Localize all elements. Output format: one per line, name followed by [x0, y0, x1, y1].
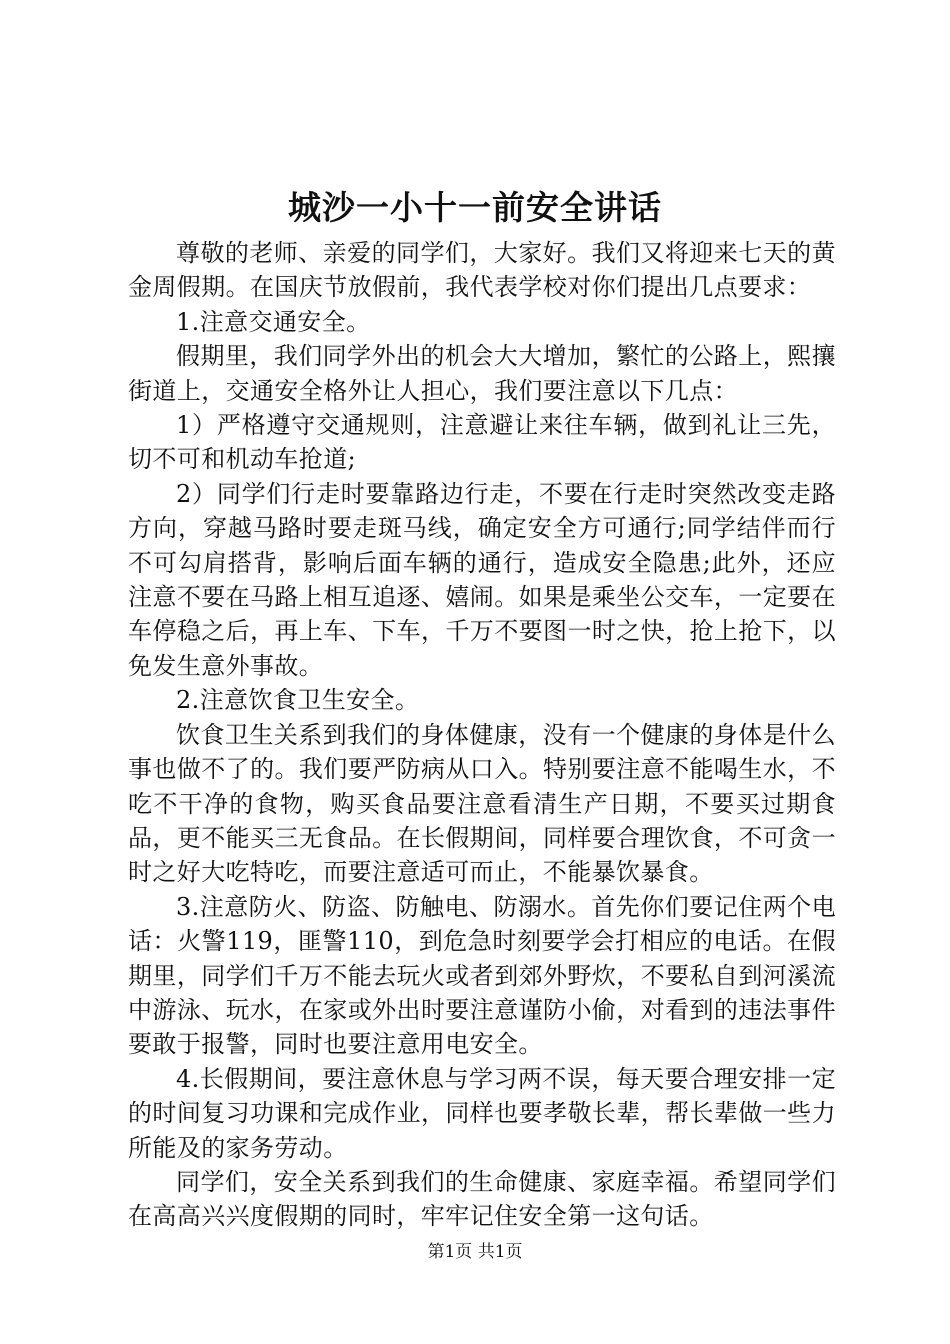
- page-footer: 第1页 共1页: [427, 1242, 523, 1262]
- paragraph-fire-theft-safety: 3.注意防火、防盗、防触电、防溺水。首先你们要记住两个电话：火警119，匪警110，到危急时刻要学会打相应的电话。在假期里，同学们千万不能去玩火或者到郊外野炊，不要私自到河溪流中游泳、玩水，在家或外出时要注意谨防小偷，对看到的违法事件要敢于报警，同时也要注意用电安全。: [128, 892, 836, 1059]
- paragraph-greeting: 尊敬的老师、亲爱的同学们，大家好。我们又将迎来七天的黄金周假期。在国庆节放假前，我代表学校对你们提出几点要求：: [128, 239, 836, 302]
- paragraph-traffic-intro: 假期里，我们同学外出的机会大大增加，繁忙的公路上，熙攘街道上，交通安全格外让人担心，我们要注意以下几点：: [128, 342, 836, 405]
- heading-food-safety: 2.注意饮食卫生安全。: [176, 686, 420, 715]
- document-title: 城沙一小十一前安全讲话: [288, 188, 662, 227]
- paragraph-traffic-rule-1: 1）严格遵守交通规则，注意避让来往车辆，做到礼让三先，切不可和机动车抢道;: [128, 411, 836, 474]
- paragraph-closing: 同学们，安全关系到我们的生命健康、家庭幸福。希望同学们在高高兴兴度假期的同时，牢牢记住安全第一这句话。: [128, 1167, 836, 1231]
- paragraph-food-safety: 饮食卫生关系到我们的身体健康，没有一个健康的身体是什么事也做不了的。我们要严防病从口入。特别要注意不能喝生水，不吃不干净的食物，购买食品要注意看清生产日期，不要买过期食品，更不能买三无食品。在长假期间，同样要合理饮食，不可贪一时之好大吃特吃，而要注意适可而止，不能暴饮暴食。: [128, 720, 836, 887]
- heading-traffic-safety: 1.注意交通安全。: [176, 307, 371, 336]
- paragraph-traffic-rule-2: 2）同学们行走时要靠路边行走，不要在行走时突然改变走路方向，穿越马路时要走斑马线，确定安全方可通行;同学结伴而行不可勾肩搭背，影响后面车辆的通行，造成安全隐患;此外，还应注意不要在马路上相互追逐、嬉闹。如果是乘坐公交车，一定要在车停稳之后，再上车、下车，千万不要图一时之快，抢上抢下，以免发生意外事故。: [128, 479, 836, 680]
- paragraph-study-rest: 4.长假期间，要注意休息与学习两不误，每天要合理安排一定的时间复习功课和完成作业，同样也要孝敬长辈，帮长辈做一些力所能及的家务劳动。: [128, 1064, 836, 1162]
- document-body: [128, 236, 836, 1234]
